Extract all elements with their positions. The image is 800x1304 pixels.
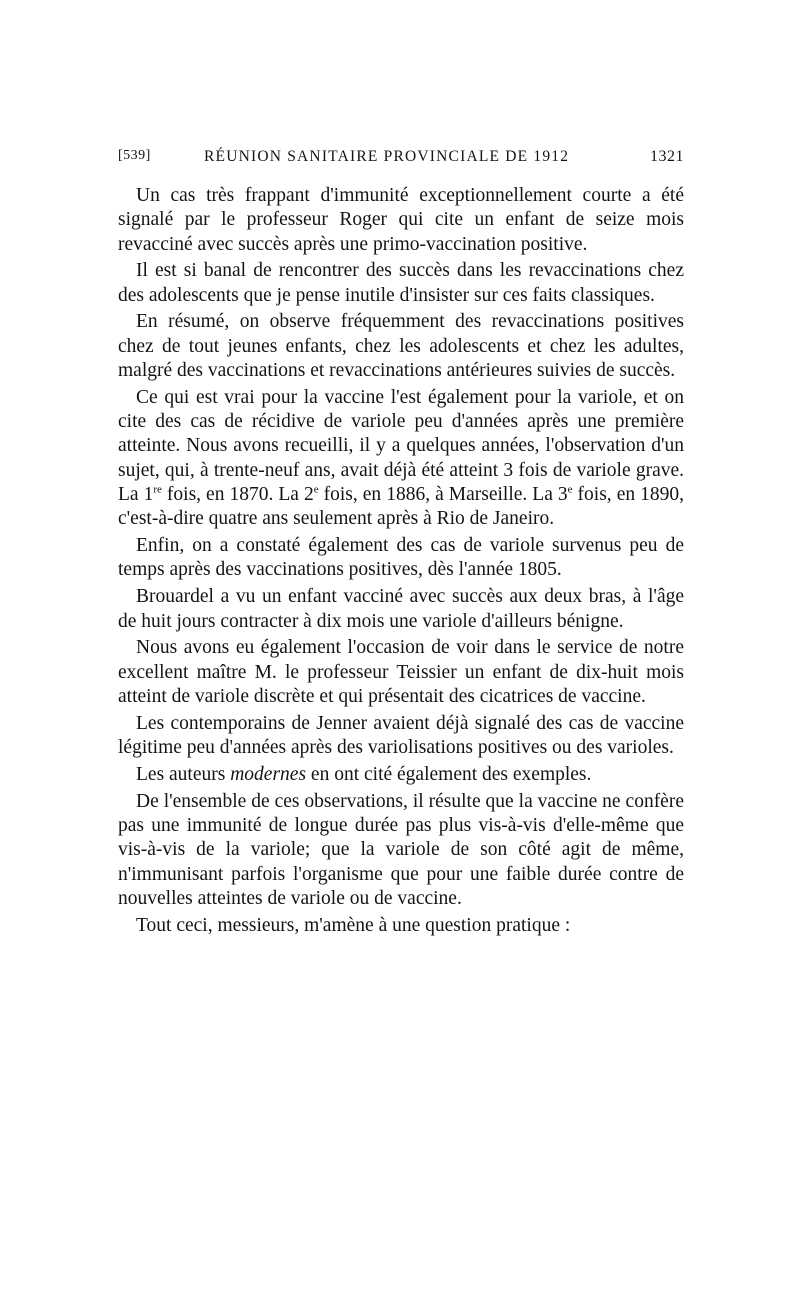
paragraph-8: Les contemporains de Jenner avaient déjà signalé des cas de vaccine légitime peu d'années après des variolisations positives ou des varioles. (118, 712, 684, 759)
paragraph-3: En résumé, on observe fréquemment des revaccinations positives chez de tout jeunes enfants, chez les adolescents et chez les adultes, malgré des vaccinations et revaccinations antérieures suivies de succès. (118, 311, 684, 382)
ordinal-suffix-2: e (313, 483, 319, 496)
paragraph-1: Un cas très frappant d'immunité exceptionnellement courte a été signalé par le professeur Roger qui cite un enfant de seize mois revacciné avec succès après une primo-vaccination positive. (118, 185, 684, 255)
paragraph-9-before: Les auteurs (136, 763, 231, 785)
paragraph-4-part-3: fois, en 1886, à Marseille. La 3 (318, 484, 568, 506)
paragraph-9 (118, 763, 684, 787)
paragraph-4-part-2: fois, en 1870. La 2 (161, 484, 314, 506)
page-number: 1321 (650, 148, 684, 165)
paragraph-6: Brouardel a vu un enfant vacciné avec succès aux deux bras, à l'âge de huit jours contracter à dix mois une variole d'ailleurs bénigne. (118, 586, 684, 632)
body-text (118, 184, 684, 940)
paragraph-4-part-1: Ce qui est vrai pour la vaccine l'est également pour la variole, et on cite des cas de récidive de variole peu d'années après une première atteinte. Nous avons recueilli, il y a quelques années, l'observation d'un sujet, qui, à trente-neuf ans, avait déjà été atteint 3 fois de variole grave. La 1 (118, 386, 684, 506)
paragraph-4 (118, 386, 684, 532)
ordinal-suffix-1: re (153, 483, 162, 496)
paragraph-10: De l'ensemble de ces observations, il résulte que la vaccine ne confère pas une immunité de longue durée pas plus vis-à-vis d'elle-même que vis-à-vis de la variole; que la variole de son côté agit de même, n'immunisant parfois l'organisme que pour une faible durée contre de nouvelles atteintes de variole ou de vaccine. (118, 790, 684, 909)
ordinal-suffix-3: e (567, 483, 573, 496)
running-title: RÉUNION SANITAIRE PROVINCIALE DE 1912 (204, 148, 570, 165)
paragraph-2: Il est si banal de rencontrer des succès dans les revaccinations chez des adolescents que je pense inutile d'insister sur ces faits classiques. (118, 260, 684, 306)
paragraph-4-part-4: fois, en 1890, c'est-à-dire quatre ans seulement après à Rio de Janeiro. (118, 484, 684, 530)
paragraph-9-after: en ont cité également des exemples. (306, 763, 592, 785)
running-header (118, 146, 684, 172)
paragraph-5: Enfin, on a constaté également des cas de variole survenus peu de temps après des vaccinations positives, dès l'année 1805. (118, 535, 684, 581)
paragraph-11: Tout ceci, messieurs, m'amène à une question pratique : (136, 914, 571, 936)
bracket-reference: [539] (118, 148, 151, 163)
paragraph-7: Nous avons eu également l'occasion de voir dans le service de notre excellent maître M. le professeur Teissier un enfant de dix-huit mois atteint de variole discrète et qui présentait des cicatrices de vaccine. (118, 637, 684, 707)
emphasis-modernes: modernes (230, 763, 307, 785)
